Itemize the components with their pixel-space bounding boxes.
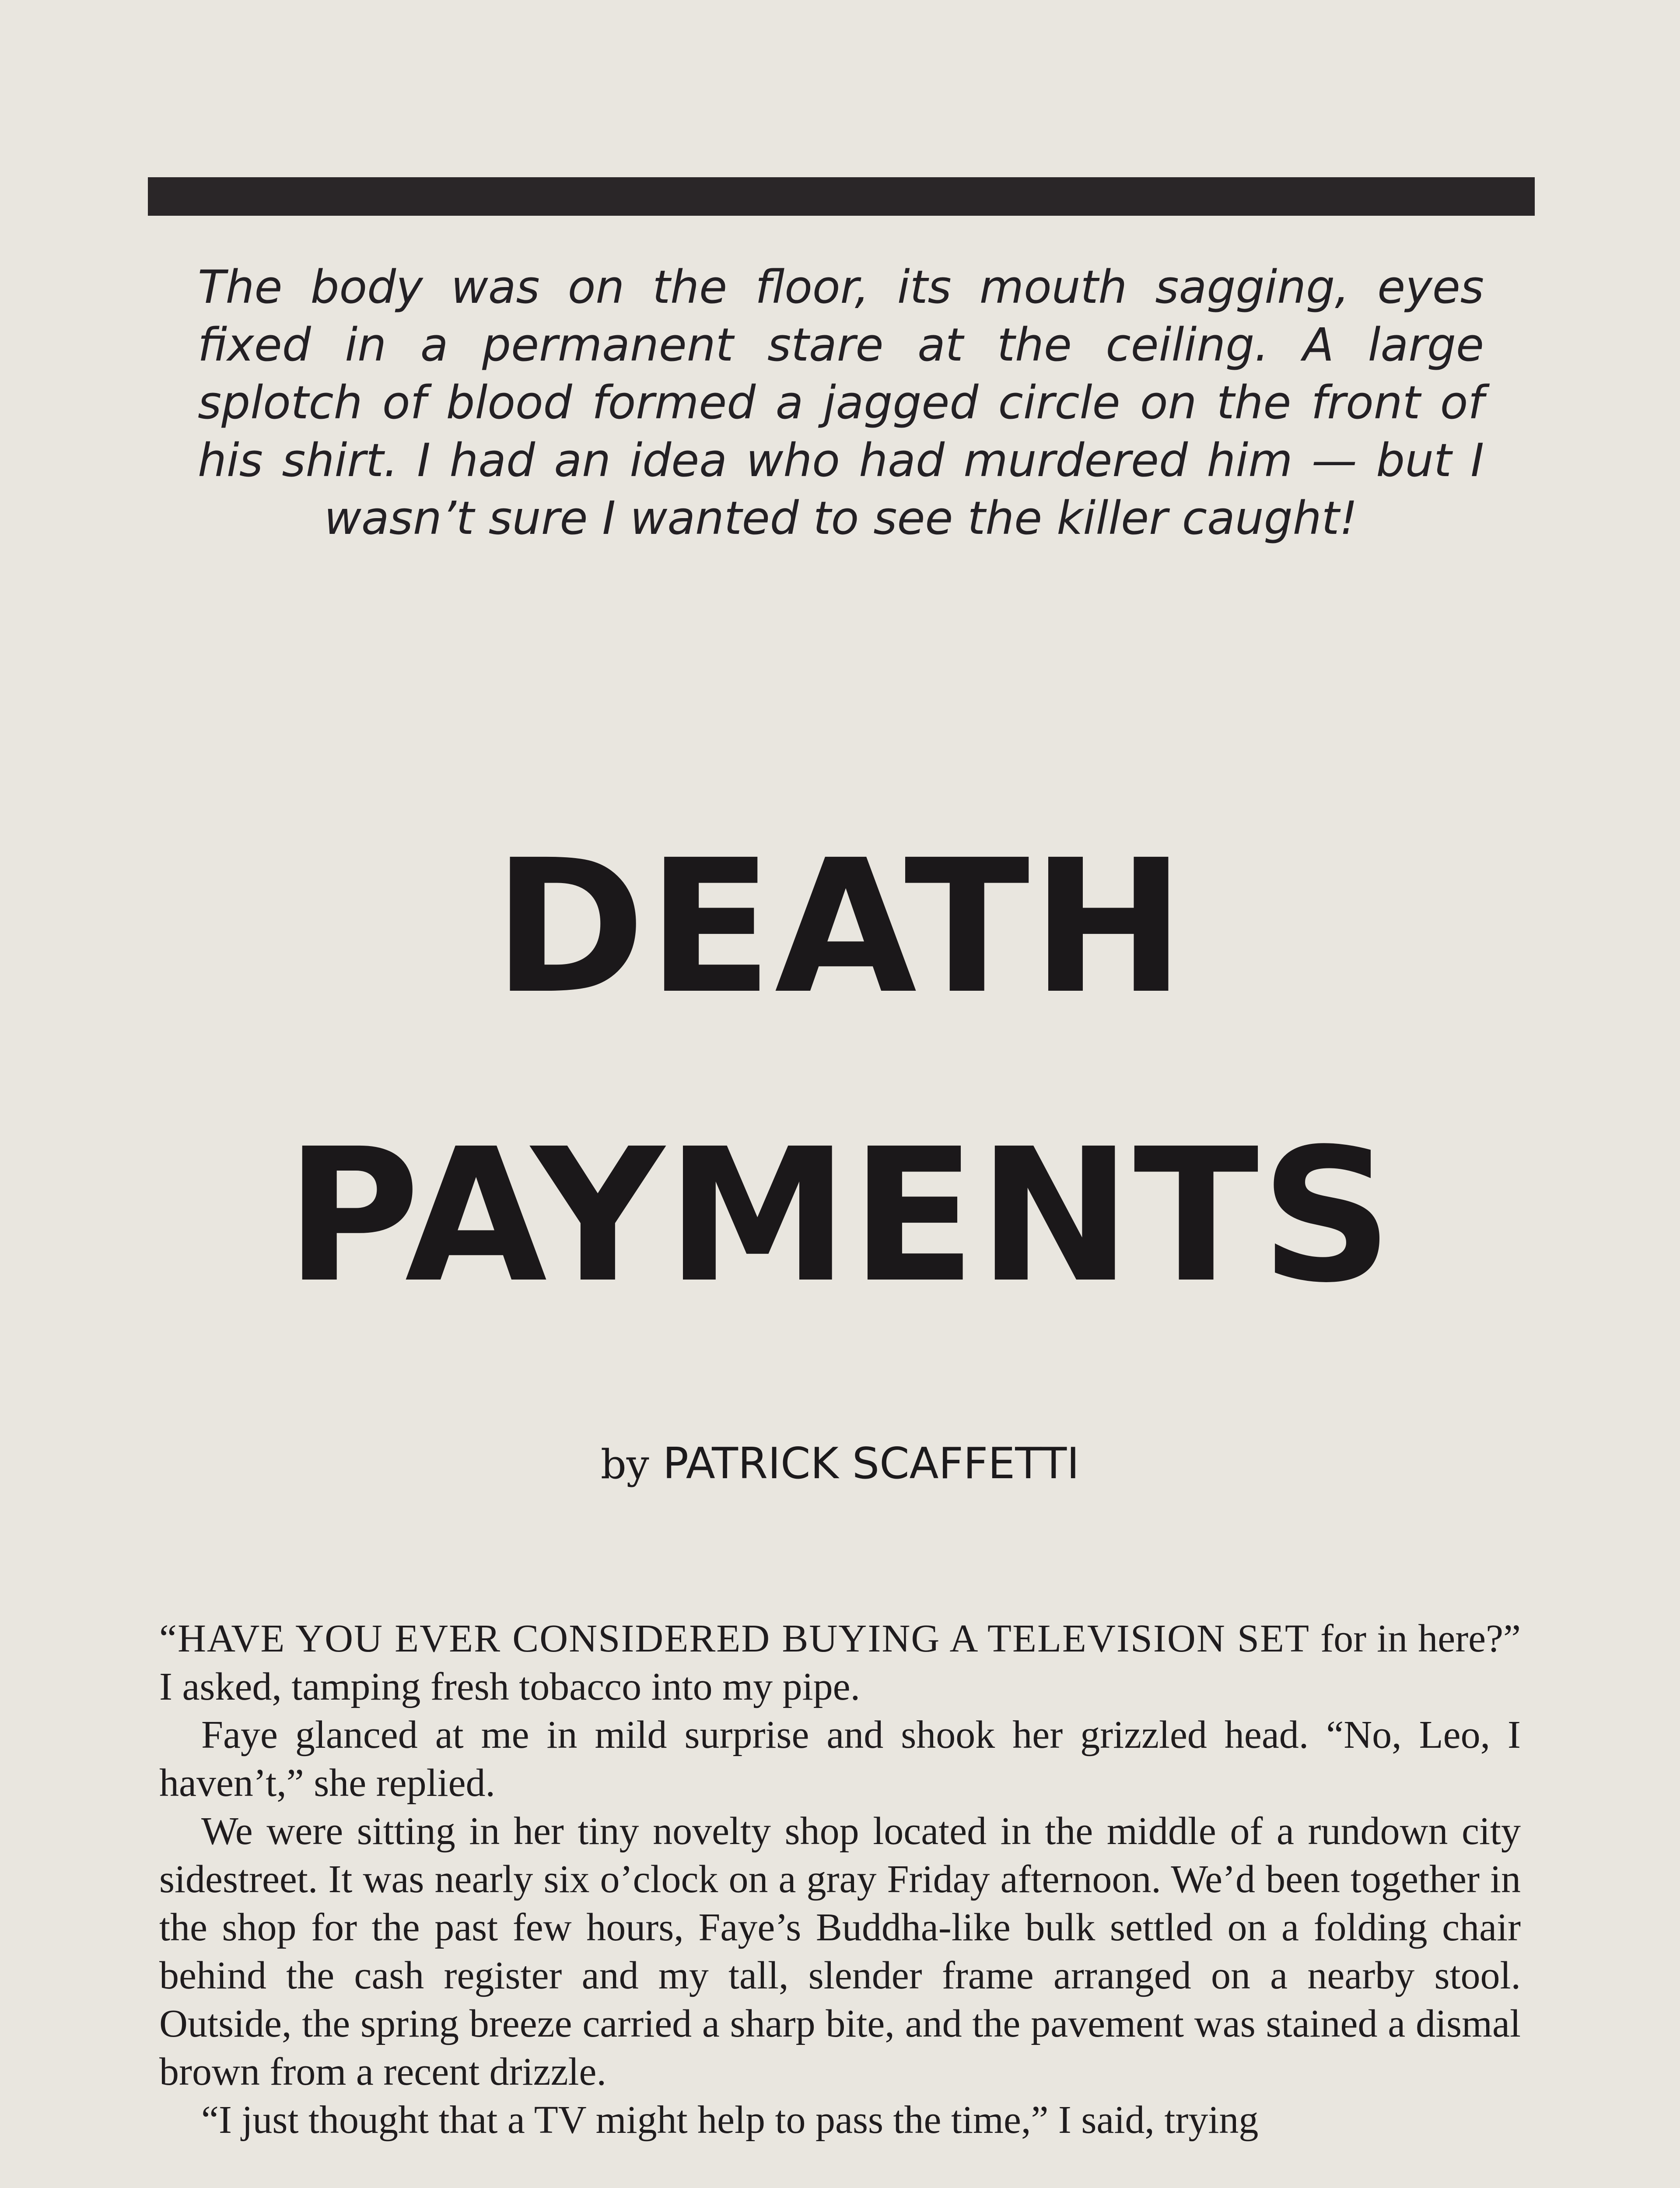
byline: [0, 1435, 1680, 1493]
byline-prefix: by: [600, 1441, 649, 1488]
paragraph-4: “I just thought that a TV might help to pass the time,” I said, trying: [201, 2098, 1259, 2142]
story-body: [159, 1615, 1521, 2144]
paragraph-1-rest: for in here?” I asked, tamping fresh tobacco into my pipe.: [159, 1617, 1521, 1708]
top-rule-bar: [148, 177, 1535, 216]
paragraph-2: Faye glanced at me in mild surprise and shook her grizzled head. “No, Leo, I haven’t,” she replied.: [159, 1713, 1521, 1805]
story-title-line-2: PAYMENTS: [285, 1109, 1395, 1323]
intro-blurb: The body was on the floor, its mouth sagging, eyes fixed in a permanent stare at the ceiling. A large splotch of blood formed a jagged circle on the front of his shirt. I had an idea who had murdered him — but I wasn’t sure I wanted to see the killer caught!: [198, 260, 1484, 545]
paragraph-3: We were sitting in her tiny novelty shop located in the middle of a rundown city sidestreet. It was nearly six o’clock on a gray Friday afternoon. We’d been together in the shop for the past few hours, Faye’s Buddha-like bulk settled on a folding chair behind the cash register and my tall, slender frame arranged on a nearby stool. Outside, the spring breeze carried a sharp bite, and the pavement was stained a dismal brown from a recent drizzle.: [159, 1809, 1521, 2093]
paragraph-1: [159, 1615, 1521, 1711]
paragraph-1-lead: “HAVE YOU EVER CONSIDERED BUYING A TELEVISION SET: [159, 1617, 1310, 1660]
byline-author: PATRICK SCAFFETTI: [662, 1439, 1080, 1489]
story-title-line-1: DEATH: [493, 820, 1187, 1034]
